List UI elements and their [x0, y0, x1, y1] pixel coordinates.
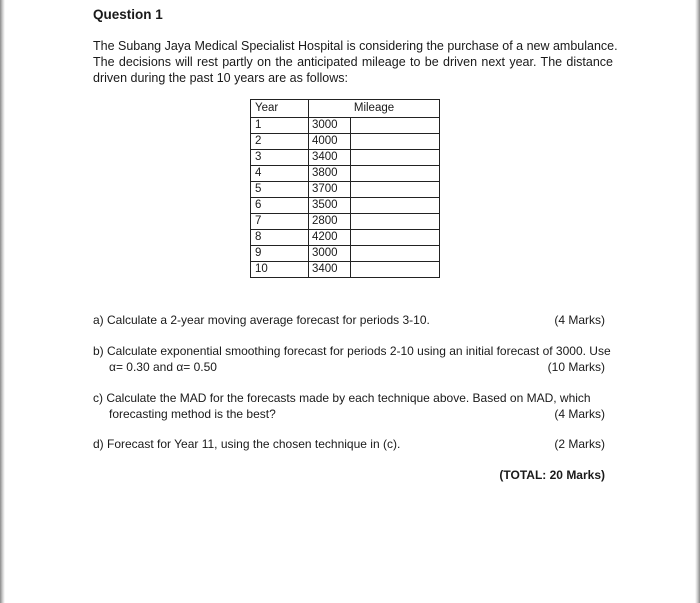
- mileage-value: 3800: [309, 166, 351, 181]
- mileage-cell: [309, 246, 440, 262]
- year-cell: 6: [251, 198, 309, 214]
- mileage-cell: [309, 262, 440, 278]
- mileage-cell: [309, 214, 440, 230]
- intro-line-2: The decisions will rest partly on the anticipated mileage to be driven next year. The distance: [93, 55, 613, 69]
- year-header: Year: [251, 100, 309, 118]
- year-cell: 8: [251, 230, 309, 246]
- mileage-value: 3000: [309, 246, 351, 261]
- table-body: [251, 118, 440, 278]
- question-b-line-1: b) Calculate exponential smoothing forecast for periods 2-10 using an initial forecast of 3000. Use: [93, 344, 611, 358]
- question-d: [93, 436, 605, 452]
- year-cell: 7: [251, 214, 309, 230]
- table-header-row: [251, 100, 440, 118]
- mileage-value: 3000: [309, 118, 351, 133]
- mileage-cell: [309, 150, 440, 166]
- mileage-value: 3700: [309, 182, 351, 197]
- question-a-marks: (4 Marks): [554, 313, 605, 327]
- year-cell: 9: [251, 246, 309, 262]
- question-b-line-2: α= 0.30 and α= 0.50: [109, 360, 217, 374]
- table-row: [251, 134, 440, 150]
- question-c-marks: (4 Marks): [554, 407, 605, 421]
- mileage-cell: [309, 230, 440, 246]
- year-cell: 1: [251, 118, 309, 134]
- question-a-text: a) Calculate a 2-year moving average forecast for periods 3-10.: [93, 313, 430, 327]
- question-c-line-1: c) Calculate the MAD for the forecasts made by each technique above. Based on MAD, which: [93, 391, 591, 405]
- mileage-value: 2800: [309, 214, 351, 229]
- year-cell: 2: [251, 134, 309, 150]
- mileage-value: 4000: [309, 134, 351, 149]
- question-c: [93, 390, 605, 422]
- question-b-marks: (10 Marks): [547, 360, 605, 374]
- question-a: [93, 312, 605, 328]
- mileage-header: Mileage: [309, 100, 440, 118]
- year-cell: 5: [251, 182, 309, 198]
- mileage-cell: [309, 134, 440, 150]
- mileage-value: 3400: [309, 262, 351, 277]
- year-cell: 3: [251, 150, 309, 166]
- mileage-value: 3500: [309, 198, 351, 213]
- table-row: [251, 118, 440, 134]
- table-row: [251, 182, 440, 198]
- question-b: [93, 343, 611, 375]
- total-marks: (TOTAL: 20 Marks): [499, 468, 605, 482]
- table-row: [251, 230, 440, 246]
- table-row: [251, 150, 440, 166]
- mileage-table: [250, 99, 440, 278]
- question-title: Question 1: [93, 7, 163, 22]
- intro-line-3: driven during the past 10 years are as follows:: [93, 71, 348, 85]
- question-d-text: d) Forecast for Year 11, using the chosen technique in (c).: [93, 437, 401, 451]
- mileage-cell: [309, 182, 440, 198]
- mileage-value: 4200: [309, 230, 351, 245]
- question-c-line-2: forecasting method is the best?: [109, 407, 276, 421]
- mileage-cell: [309, 166, 440, 182]
- table-row: [251, 166, 440, 182]
- intro-paragraph: [93, 38, 618, 86]
- table-row: [251, 246, 440, 262]
- mileage-cell: [309, 118, 440, 134]
- mileage-cell: [309, 198, 440, 214]
- mileage-value: 3400: [309, 150, 351, 165]
- question-d-marks: (2 Marks): [554, 437, 605, 451]
- year-cell: 4: [251, 166, 309, 182]
- intro-line-1: The Subang Jaya Medical Specialist Hospital is considering the purchase of a new ambulance.: [93, 39, 618, 53]
- table-row: [251, 214, 440, 230]
- year-cell: 10: [251, 262, 309, 278]
- table-row: [251, 198, 440, 214]
- table-row: [251, 262, 440, 278]
